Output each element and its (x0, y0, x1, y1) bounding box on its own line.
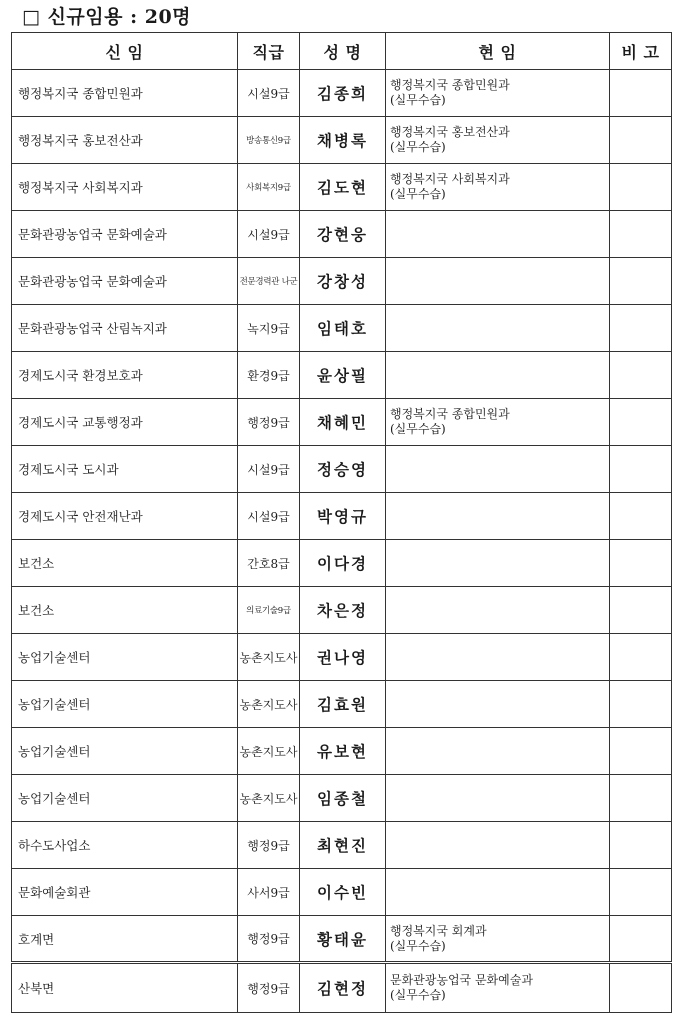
table-row (12, 399, 672, 446)
table-row (12, 211, 672, 258)
new-post-cell: 산북면 (12, 963, 238, 1013)
new-post-cell: 경제도시국 환경보호과 (12, 352, 238, 399)
name-cell: 임태호 (300, 305, 386, 352)
new-post-cell: 경제도시국 교통행정과 (12, 399, 238, 446)
table-row (12, 164, 672, 211)
new-post-cell: 농업기술센터 (12, 775, 238, 822)
grade-cell: 간호8급 (238, 540, 300, 587)
grade-cell: 행정9급 (238, 399, 300, 446)
table-row (12, 305, 672, 352)
current-post-cell (386, 399, 610, 446)
note-cell (610, 587, 672, 634)
grade-cell: 사회복지9급 (238, 164, 300, 211)
current-post-cell (386, 869, 610, 916)
grade-cell: 방송통신9급 (238, 117, 300, 164)
table-row (12, 634, 672, 681)
note-cell (610, 211, 672, 258)
table-row (12, 916, 672, 963)
grade-cell: 시설9급 (238, 446, 300, 493)
table-row (12, 681, 672, 728)
current-post-line: 문화관광농업국 문화예술과 (390, 973, 533, 987)
note-cell (610, 728, 672, 775)
new-post-cell: 농업기술센터 (12, 681, 238, 728)
current-post-line: 행정복지국 홍보전산과 (390, 125, 510, 139)
new-post-cell: 경제도시국 도시과 (12, 446, 238, 493)
current-post-cell (386, 822, 610, 869)
current-post-cell (386, 211, 610, 258)
note-cell (610, 305, 672, 352)
new-post-cell: 보건소 (12, 540, 238, 587)
table-row (12, 352, 672, 399)
name-cell: 박영규 (300, 493, 386, 540)
grade-cell: 시설9급 (238, 70, 300, 117)
note-cell (610, 963, 672, 1013)
name-cell: 황태윤 (300, 916, 386, 963)
current-post-status: (실무수습) (390, 422, 446, 436)
current-post-line: 행정복지국 사회복지과 (390, 172, 510, 186)
new-post-cell: 농업기술센터 (12, 634, 238, 681)
note-cell (610, 822, 672, 869)
name-cell: 김종희 (300, 70, 386, 117)
grade-cell: 녹지9급 (238, 305, 300, 352)
name-cell: 이다경 (300, 540, 386, 587)
name-cell: 권나영 (300, 634, 386, 681)
note-cell (610, 493, 672, 540)
note-cell (610, 681, 672, 728)
current-post-status: (실무수습) (390, 938, 446, 953)
note-cell (610, 540, 672, 587)
new-post-cell: 경제도시국 안전재난과 (12, 493, 238, 540)
new-post-cell: 보건소 (12, 587, 238, 634)
grade-cell: 농촌지도사 (238, 634, 300, 681)
current-post-line: 행정복지국 종합민원과 (390, 78, 510, 92)
new-post-cell: 하수도사업소 (12, 822, 238, 869)
current-post-cell (386, 258, 610, 305)
table-row (12, 493, 672, 540)
new-post-cell: 문화관광농업국 문화예술과 (12, 258, 238, 305)
new-post-cell: 농업기술센터 (12, 728, 238, 775)
name-cell: 강창성 (300, 258, 386, 305)
note-cell (610, 446, 672, 493)
current-post-cell (386, 587, 610, 634)
note-cell (610, 634, 672, 681)
grade-cell: 농촌지도사 (238, 775, 300, 822)
note-cell (610, 399, 672, 446)
header-new-post: 신 임 (12, 33, 238, 70)
name-cell: 차은정 (300, 587, 386, 634)
table-row (12, 70, 672, 117)
new-post-cell: 문화예술회관 (12, 869, 238, 916)
header-current-post: 현 임 (386, 33, 610, 70)
current-post-status: (실무수습) (390, 140, 446, 154)
note-cell (610, 916, 672, 963)
current-post-cell (386, 681, 610, 728)
note-cell (610, 117, 672, 164)
name-cell: 정승영 (300, 446, 386, 493)
grade-cell: 의료기술9급 (238, 587, 300, 634)
name-cell: 최현진 (300, 822, 386, 869)
table-row (12, 775, 672, 822)
grade-cell: 환경9급 (238, 352, 300, 399)
table-row (12, 869, 672, 916)
grade-cell: 행정9급 (238, 822, 300, 869)
grade-cell: 전문경력관 나군 (238, 258, 300, 305)
appointment-table (11, 32, 672, 1013)
name-cell: 김효원 (300, 681, 386, 728)
grade-cell: 시설9급 (238, 211, 300, 258)
note-cell (610, 869, 672, 916)
name-cell: 유보현 (300, 728, 386, 775)
table-row (12, 587, 672, 634)
grade-cell: 농촌지도사 (238, 681, 300, 728)
table-header-row (12, 33, 672, 70)
grade-cell: 행정9급 (238, 916, 300, 963)
note-cell (610, 70, 672, 117)
name-cell: 이수빈 (300, 869, 386, 916)
new-post-cell: 행정복지국 사회복지과 (12, 164, 238, 211)
new-post-cell: 행정복지국 홍보전산과 (12, 117, 238, 164)
table-row (12, 963, 672, 1013)
current-post-cell (386, 540, 610, 587)
current-post-status: (실무수습) (390, 93, 446, 107)
name-cell: 임종철 (300, 775, 386, 822)
table-row (12, 540, 672, 587)
page-title: □ 신규임용 : 20명 (22, 6, 192, 28)
current-post-status: (실무수습) (390, 988, 446, 1002)
current-post-status: (실무수습) (390, 187, 446, 201)
current-post-cell (386, 117, 610, 164)
new-post-cell: 문화관광농업국 문화예술과 (12, 211, 238, 258)
name-cell: 채혜민 (300, 399, 386, 446)
current-post-cell (386, 446, 610, 493)
table-row (12, 822, 672, 869)
table-row (12, 258, 672, 305)
name-cell: 김도현 (300, 164, 386, 211)
new-post-cell: 문화관광농업국 산림녹지과 (12, 305, 238, 352)
grade-cell: 행정9급 (238, 963, 300, 1013)
current-post-cell (386, 352, 610, 399)
current-post-cell (386, 916, 610, 963)
header-note: 비 고 (610, 33, 672, 70)
header-name: 성 명 (300, 33, 386, 70)
current-post-line: 행정복지국 회계과 (390, 923, 487, 938)
header-grade: 직급 (238, 33, 300, 70)
current-post-cell (386, 728, 610, 775)
name-cell: 윤상필 (300, 352, 386, 399)
current-post-cell (386, 70, 610, 117)
current-post-cell (386, 634, 610, 681)
current-post-line: 행정복지국 종합민원과 (390, 407, 510, 421)
note-cell (610, 258, 672, 305)
grade-cell: 농촌지도사 (238, 728, 300, 775)
current-post-cell (386, 164, 610, 211)
grade-cell: 사서9급 (238, 869, 300, 916)
grade-cell: 시설9급 (238, 493, 300, 540)
note-cell (610, 352, 672, 399)
name-cell: 김현정 (300, 963, 386, 1013)
name-cell: 강현웅 (300, 211, 386, 258)
new-post-cell: 호계면 (12, 916, 238, 963)
table-row (12, 446, 672, 493)
table-row (12, 728, 672, 775)
new-post-cell: 행정복지국 종합민원과 (12, 70, 238, 117)
note-cell (610, 164, 672, 211)
current-post-cell (386, 493, 610, 540)
current-post-cell (386, 963, 610, 1013)
name-cell: 채병록 (300, 117, 386, 164)
current-post-cell (386, 305, 610, 352)
table-row (12, 117, 672, 164)
current-post-cell (386, 775, 610, 822)
note-cell (610, 775, 672, 822)
